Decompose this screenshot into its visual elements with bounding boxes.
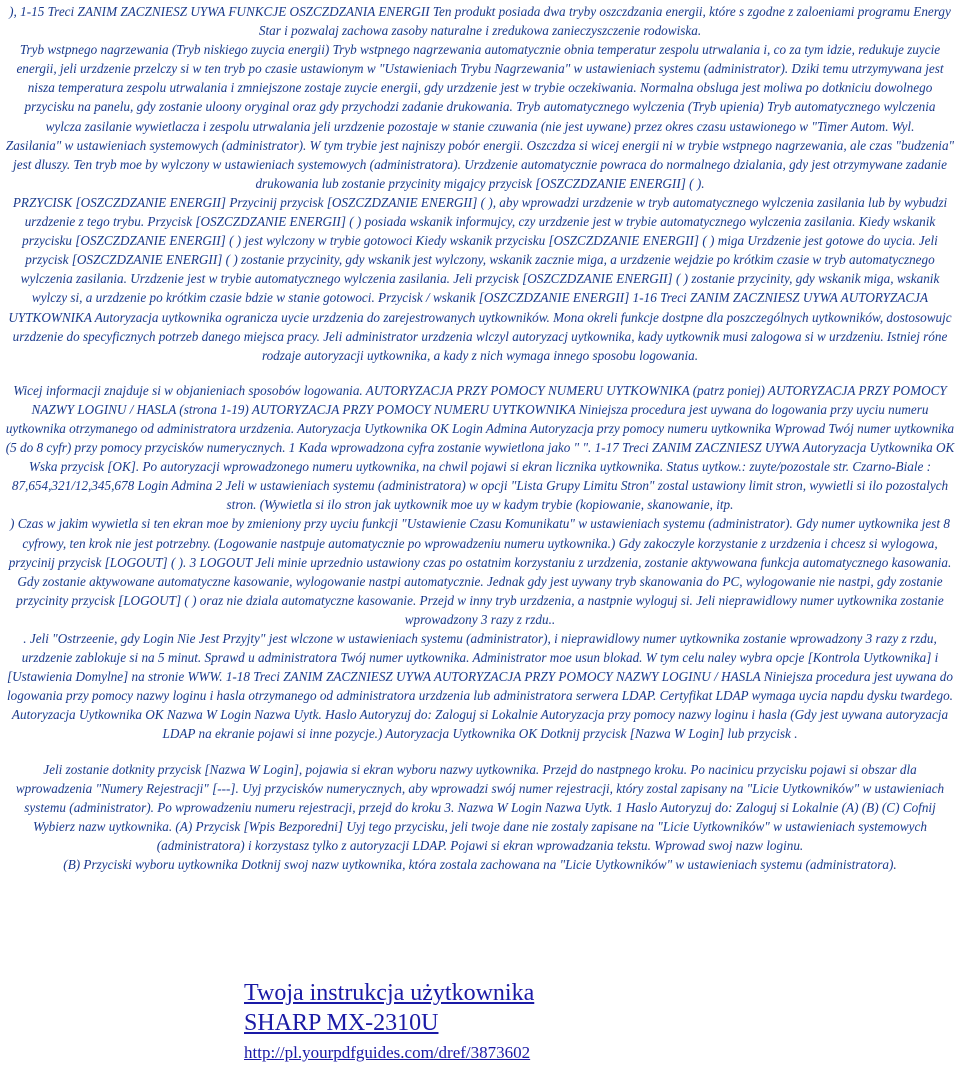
paragraph-auto-clear: Gdy zostanie aktywowane automatyczne kasowanie, wylogowanie nastpi automatycznie. Jednak gdy jest uywany tryb skanowania do PC, wylogowanie nie nastpi, gdy zostanie przycinity przycisk [LOGOUT] ( ) oraz nie dziala automatyczne kasowanie. Przejd w inny tryb urzdzenia, a nastpnie wyloguj si. Jeli nieprawidlowy numer uytkownika zostanie wprowadzony 3 razy z rzdu.. xyxy=(16,573,944,627)
paragraph-spacer xyxy=(5,365,955,381)
paragraph-login-name-selection: Jeli zostanie dotknity przycisk [Nazwa W Login], pojawia si ekran wyboru nazwy uytkownika. Przejd do nastpnego kroku. Po nacinicu przycisku pojawi si obszar dla wprowadzenia "Numery Rejestracji" [---]. Uyj przycisków numerycznych, aby wprowadzi swój numer rejestracji, który zostal zapisany na "Licie Uytkowników" w ustawieniach systemu (administrator). Po wprowadzeniu numeru rejestracji, przejd do kroku 3. Nazwa W Login Nazwa Uytk. 1 Haslo Autoryzuj do: Zaloguj si Lokalnie (A) (B) (C) Cofnij Wybierz nazw uytkownika. (A) Przycisk [Wpis Bezporedni] Uyj tego przycisku, jeli twoje dane nie zostaly zapisane na "Licie Uytkowników" w ustawieniach systemowych (administratora) i korzystasz tylko z autoryzacji LDAP. Pojawi si ekran wprowadzania tekstu. Wprowad swoj nazw loginu. xyxy=(15,761,945,853)
paragraph-logout: ) Czas w jakim wywietla si ten ekran moe by zmieniony przy uyciu funkcji "Ustawienie Czasu Komunikatu" w ustawieniach systemu (administrator). Gdy numer uytkownika jest 8 cyfrowy, ten krok nie jest potrzebny. (Logowanie nastpuje automatycznie po wprowadzeniu numeru uytkownika.) Gdy zakoczyle korzystanie z urzdzenia i chcesz si wylogowa, przycinij przycisk [LOGOUT] ( ). 3 LOGOUT Jeli minie uprzednio ustawiony czas po ostatnim korzystaniu z urzdzenia, zostanie aktywowana funkcja automatycznego kasowania. xyxy=(8,516,952,570)
paragraph-user-select-keys: (B) Przyciski wyboru uytkownika Dotknij swoj nazw uytkownika, która zostala zachowana na "Licie Uytkowników" w ustawieniach systemu (administratora). xyxy=(63,857,897,873)
footer-links xyxy=(244,978,534,1068)
paragraph-login-warning: . Jeli "Ostrzeenie, gdy Login Nie Jest Przyjty" jest wlczone w ustawieniach systemu (administrator), i nieprawidlowy numer uytkownika zostanie wprowadzony 3 razy z rzdu, urzdzenie zablokuje si na 5 minut. Sprawd u administratora Twój numer uytkownika. Administrator moe usun blokad. W tym celu naley wybra opcje [Kontrola Uytkownika] i [Ustawienia Domylne] na stronie WWW. 1-18 Treci ZANIM ZACZNIESZ UYWA AUTORYZACJA PRZY POMOCY NAZWY LOGINU / HASLA Niniejsza procedura jest uywana do logowania przy pomocy nazwy loginu i hasla otrzymanego od administratora urzdzenia lub administratora serwera LDAP. Certyfikat LDAP wymaga uycia napdu dysku twardego. Autoryzacja Uytkownika OK Nazwa W Login Nazwa Uytk. Haslo Autoryzuj do: Zaloguj si Lokalnie Autoryzacja przy pomocy nazwy loginu i hasla (Gdy jest uywana autoryzacja LDAP na ekranie pojawi si inne pozycje.) Autoryzacja Uytkownika OK Dotknij przycisk [Nazwa W Login] lub przycisk . xyxy=(7,631,953,742)
manual-url-link[interactable]: http://pl.yourpdfguides.com/dref/3873602 xyxy=(244,1043,531,1062)
paragraph-energy-button: PRZYCISK [OSZCZDZANIE ENERGII] Przycinij przycisk [OSZCZDZANIE ENERGII] ( ), aby wprowadzi urzdzenie w tryb automatycznego wylczenia zasilania lub by wybudzi urzdzenie z tego trybu. Przycisk [OSZCZDZANIE ENERGII] ( ) posiada wskanik informujcy, czy urzdzenie jest w trybie automatycznego wylczenia zasilania. Kiedy wskanik przycisku [OSZCZDZANIE ENERGII] ( ) jest wylczony w trybie gotowoci Kiedy wskanik przycisku [OSZCZDZANIE ENERGII] ( ) miga Urzdzenie jest gotowe do uycia. Jeli przycisk [OSZCZDZANIE ENERGII] ( ) zostanie przycinity, gdy wskanik jest wylczony, wskanik zacznie miga, a urzdzenie wejdzie po krótkim czasie w tryb automatycznego wylczenia zasilania. Urzdzenie jest w trybie automatycznego wylczenia zasilania. Jeli przycisk [OSZCZDZANIE ENERGII] ( ) zostanie przycinity, gdy wskanik miga, wskanik wylczy si, a urzdzenie po krótkim czasie bdzie w stanie gotowoci. Przycisk / wskanik [OSZCZDZANIE ENERGII] 1-16 Treci ZANIM ZACZNIESZ UYWA AUTORYZACJA UYTKOWNIKA Autoryzacja uytkownika ogranicza uycie urzdzenia do zarejestrowanych uytkowników. Mona okreli funkcje dostpne dla poszczególnych uytkowników, dostosowujc urzdzenie do specyficznych potrzeb danego miejsca pracy. Jeli administrator urzdzenia wlczyl autoryzacj uytkownika, kady uytkownik musi zalogowa si w urzdzeniu. Istniej róne rodzaje autoryzacji uytkownika, a kady z nich wymaga innego sposobu logowania. xyxy=(8,194,952,363)
paragraph-auto-power-off: Zasilania" w ustawieniach systemowych (administrator). W tym trybie jest najniszy pobór energii. Oszczdza si wicej energii ni w trybie wstpnego nagrzewania, ale czas "budzenia" jest dluszy. Ten tryb moe by wylczony w ustawieniach systemowych (administratora). Urzdzenie automatycznie powraca do normalnego dzialania, gdy jest otrzymywane zadanie drukowania lub zostanie przycinity migajcy przycisk [OSZCZDZANIE ENERGII] ( ). xyxy=(5,137,955,191)
paragraph-preheat-mode: Tryb wstpnego nagrzewania (Tryb niskiego zuycia energii) Tryb wstpnego nagrzewania automatycznie obnia temperatur zespolu utrwalania i, co za tym idzie, redukuje zuycie energii, jeli urzdzenie przelczy si w ten tryb po czasie ustawionym w "Ustawieniach Trybu Nagrzewania" w ustawieniach systemu (administrator). Dziki temu utrzymywana jest nisza temperatura zespolu utrwalania i zmniejszone zostaje zuycie energii, gdy urzdzenie jest w trybie oczekiwania. Normalna obsluga jest moliwa po dotkniciu dowolnego przycisku na panelu, gdy zostanie uloony oryginal oraz gdy przychodzi zadanie drukowania. Tryb automatycznego wylczenia (Tryb upienia) Tryb automatycznego wylczenia wylcza zasilanie wywietlacza i zespolu utrwalania jeli urzdzenie pozostaje w stanie czuwania (nie jest uywane) przez okres czasu ustawionego w "Timer Autom. Wyl. xyxy=(16,42,944,134)
paragraph-spacer xyxy=(5,744,955,760)
paragraph-user-number-auth: Wicej informacji znajduje si w objanieniach sposobów logowania. AUTORYZACJA PRZY POMOCY NUMERU UYTKOWNIKA (patrz poniej) AUTORYZACJA PRZY POMOCY NAZWY LOGINU / HASLA (strona 1-19) AUTORYZACJA PRZY POMOCY NUMERU UYTKOWNIKA Niniejsza procedura jest uywana do logowania przy uyciu numeru uytkownika otrzymanego od administratora urzdzenia. Autoryzacja Uytkownika OK Login Admina Autoryzacja przy pomocy numeru uytkownika Wprowad Twój numer uytkownika (5 do 8 cyfr) przy pomocy przycisków numerycznych. 1 Kada wprowadzona cyfra zostanie wywietlona jako " ". 1-17 Treci ZANIM ZACZNIESZ UYWA Autoryzacja Uytkownika OK Wska przycisk [OK]. Po autoryzacji wprowadzonego numeru uytkownika, na chwil pojawi si ekran licznika uytkownika. Status uytkow.: zuyte/pozostale str. Czarno-Biale : 87,654,321/12,345,678 Login Admina 2 Jeli w ustawieniach systemu (administratora) w opcji "Lista Grupy Limitu Stron" zostal ustawiony limit stron, wywietli si ilo pozostalych stron. (Wywietla si ilo stron jak uytkownik moe uy w kadym trybie (kopiowanie, skanowanie, itp. xyxy=(5,382,955,513)
document-page xyxy=(5,2,955,874)
manual-title-link[interactable]: Twoja instrukcja użytkownika xyxy=(244,980,535,1006)
paragraph-energy-saving-intro: ), 1-15 Treci ZANIM ZACZNIESZ UYWA FUNKCJE OSZCZDZANIA ENERGII Ten produkt posiada dwa tryby oszczdzania energii, które s zgodne z zaloeniami programu Energy Star i pozwalaj zachowa zasoby naturalne i zredukowa zanieczyszczenie rodowiska. xyxy=(9,4,951,39)
product-model-link[interactable]: SHARP MX-2310U xyxy=(244,1010,439,1036)
